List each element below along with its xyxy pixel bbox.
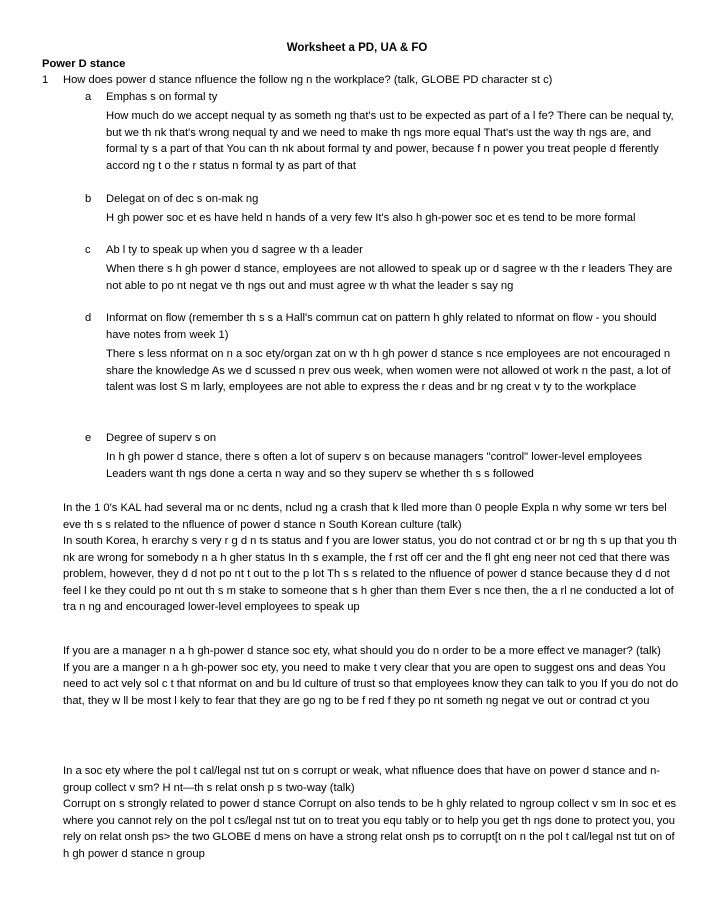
question-corruption	[63, 763, 683, 862]
sub-question-letter: e	[85, 432, 92, 444]
sub-question-answer: There s less nformat on n a soc ety/organ zat on w th h gh power d stance s nce employees are not encouraged n share the knowledge As we d scussed n prev ous week, when women were not allowed ot work n the past, a lot of talent was lost S m larly, employees are not able to express the r deas and br ng creat v ty to the workplace	[106, 348, 671, 393]
question-number: 1	[42, 74, 49, 86]
sub-question-heading: Delegat on of dec s on-mak ng	[106, 193, 259, 205]
sub-question-letter: c	[85, 244, 91, 256]
question-text: In the 1 0's KAL had several ma or nc dents, nclud ng a crash that k lled more than 0 people Expla n why some wr ters bel eve th s s related to the nfluence of power d stance n South Korean culture (talk)	[63, 502, 667, 531]
sub-question-letter: a	[85, 91, 92, 103]
sub-question-heading: Degree of superv s on	[106, 432, 217, 444]
question-manager	[63, 643, 683, 709]
sub-question-letter: b	[85, 193, 92, 205]
sub-question-answer: How much do we accept nequal ty as someth ng that's ust to be expected as part of a l fe? There can be nequal ty, but we th nk that's wrong nequal ty and we need to make th ngs more equal That's ust the way th ngs are, and formal ty s a part of that You can th nk about formal ty and power, because f n power you treat people d fferently accord ng t o the r status n formal ty as part of that	[106, 110, 674, 172]
question-text: If you are a manager n a h gh-power d stance soc ety, what should you do n order to be a more effect ve manager? (talk)	[63, 645, 661, 657]
question-kal-incidents	[63, 500, 683, 616]
question-text: In a soc ety where the pol t cal/legal nst tut on s corrupt or weak, what nfluence does that have on power d stance and n-group collect v sm? H nt—th s relat onsh p s two-way (talk)	[63, 765, 661, 794]
answer-text: In south Korea, h erarchy s very r g d n ts status and f you are lower status, you do not contrad ct or br ng th s up that you th nk are wrong for somebody n a h gher status In th s example, the f rst off cer and the fl ght eng neer not ced that there was problem, however, they d d not po nt t out to the p lot Th s s related to the nfluence of power d stance because they d d not feel l ke they could po nt out th s m stake to someone that s h gher than them Ever s nce then, the a rl ne conducted a lot of tra n ng and encouraged lower-level employees to speak up	[63, 535, 677, 613]
section-heading: Power D stance	[42, 58, 126, 70]
answer-text: Corrupt on s strongly related to power d stance Corrupt on also tends to be h ghly related to ngroup collect v sm In soc et es where you cannot rely on the pol t cs/legal nst tut on to treat you equ tably or to help you get th ngs done to protect you, you rely on relat onsh ps> the two GLOBE d mens on have a strong relat onsh ps to corrupt[t on n the pol t cal/legal nst tut on of h gh power d stance n group	[63, 798, 677, 860]
answer-text: If you are a manger n a h gh-power soc ety, you need to make t very clear that you are open to suggest ons and deas You need to act vely sol c t that nformat on and bu ld culture of trust so that employees know they can talk to you If you do not do that, they w ll be most l kely to fear that they are go ng to be f red f they po nt someth ng negat ve out or contrad ct you	[63, 661, 679, 707]
sub-question-answer: In h gh power d stance, there s often a lot of superv s on because managers "control" lower-level employees Leaders want th ngs done a certa n way and so they superv se whether th s s followed	[106, 451, 642, 480]
sub-question-letter: d	[85, 312, 92, 324]
sub-question-answer: When there s h gh power d stance, employees are not allowed to speak up or d sagree w th the r leaders They are not able to po nt negat ve th ngs out and must agree w th what the leader s say ng	[106, 263, 673, 292]
page-title: Worksheet a PD, UA & FO	[286, 42, 428, 54]
question-text: How does power d stance nfluence the follow ng n the workplace? (talk, GLOBE PD character st c)	[63, 74, 553, 86]
sub-question-heading: Informat on flow (remember th s s a Hall's commun cat on pattern h ghly related to nformat on flow - you should have notes from week 1)	[106, 312, 657, 341]
sub-question-heading: Emphas s on formal ty	[106, 91, 218, 103]
sub-question-answer: H gh power soc et es have held n hands of a very few It's also h gh-power soc et es tend to be more formal	[106, 212, 636, 224]
sub-question-heading: Ab l ty to speak up when you d sagree w th a leader	[106, 244, 363, 256]
